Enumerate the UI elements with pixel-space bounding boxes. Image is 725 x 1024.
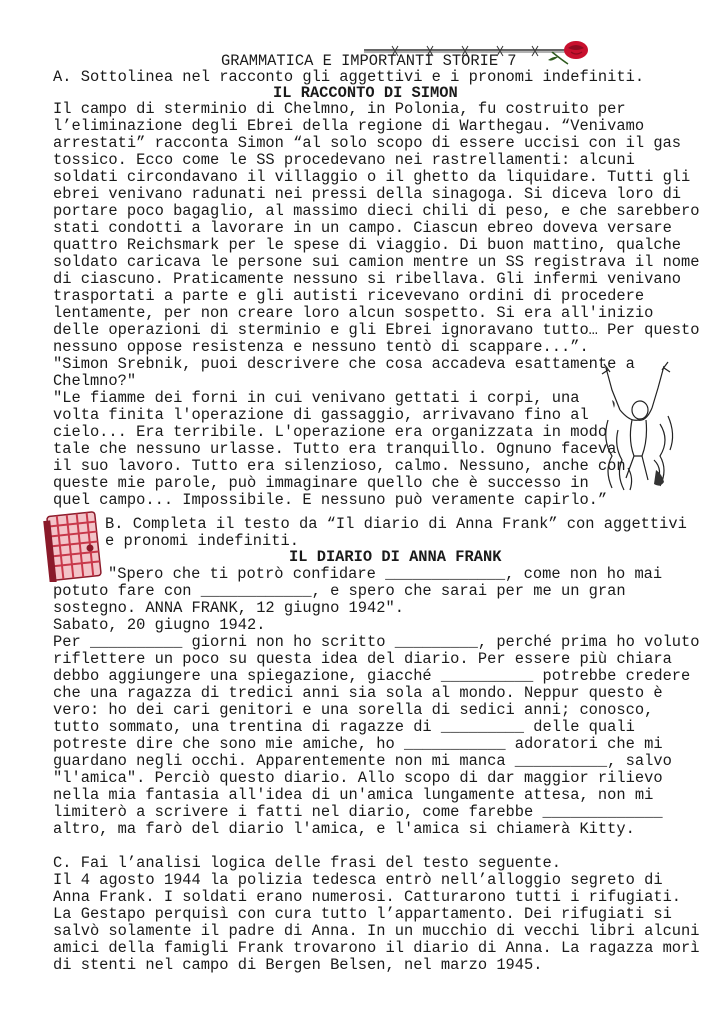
text-line: portare poco bagaglio, al massimo dieci chili di peso, e che sarebbero: [53, 202, 700, 220]
text-line: lentamente, per non creare loro alcun sospetto. Si era all'inizio: [53, 304, 654, 322]
text-line: Chelmno?": [53, 372, 137, 390]
text-line: cielo... Era terribile. L'operazione era organizzata in modo: [53, 423, 608, 441]
text-line: "Simon Srebnik, puoi descrivere che cosa accadeva esattamente a: [53, 355, 635, 373]
text-line: tossico. Ecco come le SS procedevano nei rastrellamenti: alcuni: [53, 151, 635, 169]
text-line: che una ragazza di tredici anni sia sola al mondo. Neppur questo è: [53, 684, 663, 702]
text-line: ebrei venivano radunati nei pressi della sinagoga. Si diceva loro di: [53, 185, 682, 203]
text-line: Il campo di sterminio di Chelmno, in Polonia, fu costruito per: [53, 100, 626, 118]
text-line: quel campo... Impossibile. E nessuno può veramente capirlo.”: [53, 491, 608, 509]
section-b-instruction-cont: e pronomi indefiniti.: [105, 532, 299, 550]
text-line: trasportati a parte e gli autisti ricevevano ordini di procedere: [53, 287, 645, 305]
text-line: "Spero che ti potrò confidare _____________, come non ho mai: [108, 565, 663, 583]
text-line: delle operazioni di sterminio e gli Ebrei ignoravano tutto… Per questo: [53, 321, 700, 339]
section-c-instruction: C. Fai l’analisi logica delle frasi del testo seguente.: [53, 854, 561, 872]
text-line: limiterò a scrivere i fatti nel diario, come farebbe _____________: [53, 803, 663, 821]
section-a-instruction: A. Sottolinea nel racconto gli aggettivi e i pronomi indefiniti.: [53, 68, 645, 86]
text-line: riflettere un poco su questa idea del diario. Per essere più chiara: [53, 650, 672, 668]
text-line: di stenti nel campo di Bergen Belsen, nel marzo 1945.: [53, 956, 543, 974]
text-line: La Gestapo perquisì con cura tutto l’appartamento. Dei rifugiati si: [53, 905, 672, 923]
text-line: volta finita l'operazione di gassaggio, arrivavano fino al: [53, 406, 589, 424]
text-line: potuto fare con ____________, e spero che sarai per me un gran: [53, 582, 626, 600]
text-line: nella mia fantasia all'idea di un'amica lungamente attesa, non mi: [53, 786, 654, 804]
text-line: amici della famigli Frank trovarono il diario di Anna. La ragazza morì: [53, 939, 700, 957]
text-line: debbo aggiungere una spiegazione, giacché __________ potrebbe credere: [53, 667, 691, 685]
text-line: tutto sommato, una trentina di ragazze di _________ delle quali: [53, 718, 635, 736]
text-line: vero: ho dei cari genitori e una sorella di sedici anni; conosco,: [53, 701, 654, 719]
section-b-instruction: B. Completa il testo da “Il diario di Anna Frank” con aggettivi: [105, 515, 687, 533]
text-line: salvò solamente il padre di Anna. In un mucchio di vecchi libri alcuni: [53, 922, 700, 940]
text-line: sostegno. ANNA FRANK, 12 giugno 1942".: [53, 599, 404, 617]
text-line: quattro Reichsmark per le spese di viaggio. Di buon mattino, qualche: [53, 236, 682, 254]
text-line: arrestati” racconta Simon “al solo scopo di essere uccisi con il gas: [53, 134, 682, 152]
diary-book-icon: [40, 510, 102, 582]
text-line: queste mie parole, può immaginare quello che è successo in: [53, 474, 589, 492]
text-line: Anna Frank. I soldati erano numerosi. Catturarono tutti i rifugiati.: [53, 888, 682, 906]
section-a-heading: IL RACCONTO DI SIMON: [273, 84, 458, 102]
text-line: Per __________ giorni non ho scritto _________, perché prima ho voluto: [53, 633, 700, 651]
text-line: tale che nessuno urlasse. Tutto era tranquillo. Ognuno faceva: [53, 440, 617, 458]
text-line: stati condotti a lavorare in un campo. Ciascun ebreo doveva versare: [53, 219, 672, 237]
text-line: l’eliminazione degli Ebrei della regione di Warthegau. “Venivamo: [53, 117, 645, 135]
text-line: soldato caricava le persone sui camion mentre un SS registrava il nome: [53, 253, 700, 271]
text-line: soldati circondavano il villaggio o il ghetto da liquidare. Tutti gli: [53, 168, 691, 186]
text-line: "Le fiamme dei forni in cui venivano gettati i corpi, una: [53, 389, 580, 407]
text-line: guardano negli occhi. Apparentemente non mi manca __________, salvo: [53, 752, 672, 770]
flames-figures-icon: [598, 360, 680, 495]
text-line: di ciascuno. Praticamente nessuno si ribellava. Gli infermi venivano: [53, 270, 682, 288]
page-title: GRAMMATICA E IMPORTANTI STORIE 7: [221, 52, 517, 70]
text-line: altro, ma farò del diario l'amica, e l'amica si chiamerà Kitty.: [53, 820, 635, 838]
text-line: Sabato, 20 giugno 1942.: [53, 616, 266, 634]
text-line: nessuno oppose resistenza e nessuno tentò di scappare...”.: [53, 338, 589, 356]
text-line: Il 4 agosto 1944 la polizia tedesca entrò nell’alloggio segreto di: [53, 871, 663, 889]
text-line: "l'amica". Perciò questo diario. Allo scopo di dar maggior rilievo: [53, 769, 663, 787]
text-line: potreste dire che sono mie amiche, ho ___________ adoratori che mi: [53, 735, 663, 753]
text-line: il suo lavoro. Tutto era silenzioso, calmo. Nessuno, anche con: [53, 457, 626, 475]
section-b-heading: IL DIARIO DI ANNA FRANK: [289, 548, 502, 566]
